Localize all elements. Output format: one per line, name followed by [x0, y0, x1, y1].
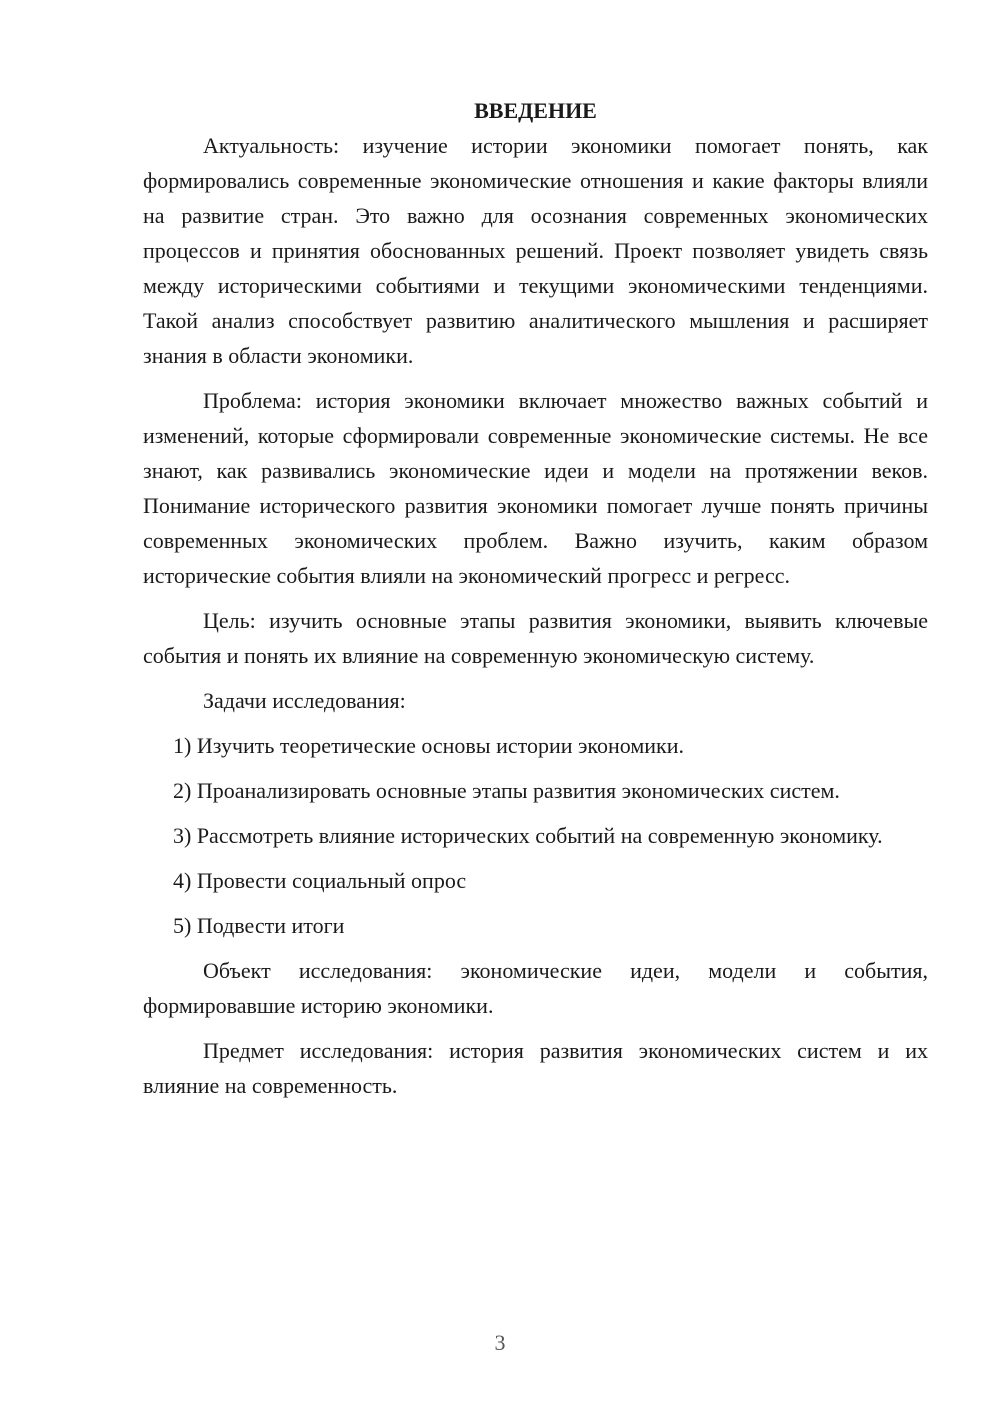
goal-paragraph: Цель: изучить основные этапы развития экономики, выявить ключевые события и понять их влияние на современную экономическую систему.: [143, 608, 928, 668]
task-item-4: 4) Провести социальный опрос: [173, 868, 467, 893]
problem-paragraph: Проблема: история экономики включает множество важных событий и изменений, которые сформировали современные экономические системы. Не все знают, как развивались экономические идеи и модели на протяжении веков. Понимание исторического развития экономики помогает лучше понять причины современных экономических проблем. Важно изучить, каким образом исторические события влияли на экономический прогресс и регресс.: [143, 388, 928, 588]
task-item-1: 1) Изучить теоретические основы истории экономики.: [173, 733, 685, 758]
page-title: ВВЕДЕНИЕ: [474, 98, 597, 123]
subject-paragraph: Предмет исследования: история развития экономических систем и их влияние на современность.: [143, 1038, 928, 1098]
tasks-heading: Задачи исследования:: [203, 688, 406, 713]
task-item-2: 2) Проанализировать основные этапы развития экономических систем.: [173, 778, 840, 803]
relevance-paragraph: Актуальность: изучение истории экономики помогает понять, как формировались современные экономические отношения и какие факторы влияли на развитие стран. Это важно для осознания современных экономических процессов и принятия обоснованных решений. Проект позволяет увидеть связь между историческими событиями и текущими экономическими тенденциями. Такой анализ способствует развитию аналитического мышления и расширяет знания в области экономики.: [143, 133, 928, 368]
page-number: 3: [494, 1330, 506, 1355]
task-item-3: 3) Рассмотреть влияние исторических событий на современную экономику.: [173, 823, 883, 848]
task-item-5: 5) Подвести итоги: [173, 913, 345, 938]
document-page: [143, 93, 928, 1113]
object-paragraph: Объект исследования: экономические идеи, модели и события, формировавшие историю экономики.: [143, 958, 928, 1018]
